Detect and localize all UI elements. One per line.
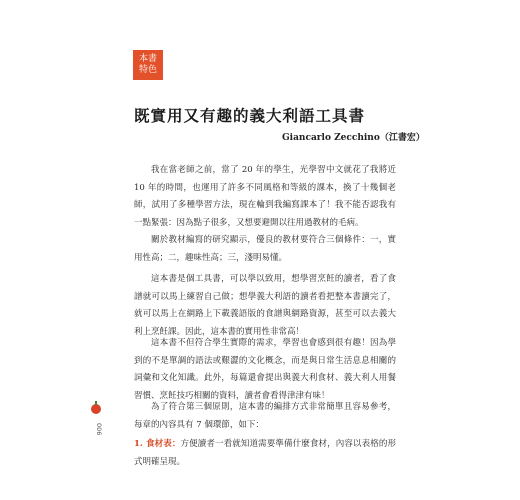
paragraph-text: 這本書是個工具書，可以學以致用，想學習烹飪的讀者，看了食譜就可以馬上練習自己做；想學義大利語的讀者看把整本書讀完了，就可以馬上在網路上下載義語版的食譜與網路資源，甚至可以去義大利上烹飪課。因此，這本書的實用性非常高！ bbox=[134, 274, 396, 337]
list-item-label: 1. 食材表： bbox=[134, 439, 181, 449]
paragraph-2 bbox=[134, 232, 396, 267]
page-title: 既實用又有趣的義大利語工具書 bbox=[134, 106, 366, 125]
list-item-1 bbox=[134, 436, 396, 471]
list-item-text: 方便讀者一看就知道需要準備什麼食材，內容以表格的形式明確呈現。 bbox=[134, 439, 396, 467]
paragraph-3 bbox=[134, 271, 396, 341]
list-item bbox=[134, 436, 396, 471]
paragraph-text: 關於教材編寫的研究顯示，優良的教材要符合三個條件：一，實用性高；二，趣味性高；三，淺明易懂。 bbox=[134, 235, 396, 263]
tomato-icon bbox=[91, 404, 101, 414]
paragraph-text: 為了符合第三個原則，這本書的編排方式非常簡單且容易參考，每章的內容具有 7 個環節，如下： bbox=[134, 402, 396, 430]
author-line: Giancarlo Zecchino（江書宏） bbox=[282, 133, 425, 143]
paragraph-4 bbox=[134, 335, 396, 405]
paragraph-text: 這本書不但符合學生實際的需求，學習也會感到很有趣！因為學到的不是單調的語法或艱澀的文化概念，而是與日常生活息息相關的詞彙和文化知識。此外，每篇還會提出與義大利食材、義大利人用餐習慣、烹飪技巧相關的資料，讀者會看得津津有味！ bbox=[134, 338, 396, 401]
badge-line-2: 特色 bbox=[138, 65, 157, 75]
page-number: 006 bbox=[95, 422, 103, 436]
feature-badge bbox=[133, 50, 163, 80]
badge-line-1: 本書 bbox=[138, 54, 157, 64]
paragraph-5 bbox=[134, 399, 396, 434]
paragraph-1 bbox=[134, 162, 396, 232]
paragraph-text: 我在當老師之前，當了 20 年的學生，光學習中文就花了我將近 10 年的時間，也運用了許多不同風格和等級的課本，換了十幾個老師，試用了多種學習方法，現在輪到我編寫課本了！我不能否認我有一點緊張：因為點子很多，又想要避開以往用過教材的毛病。 bbox=[134, 165, 396, 228]
